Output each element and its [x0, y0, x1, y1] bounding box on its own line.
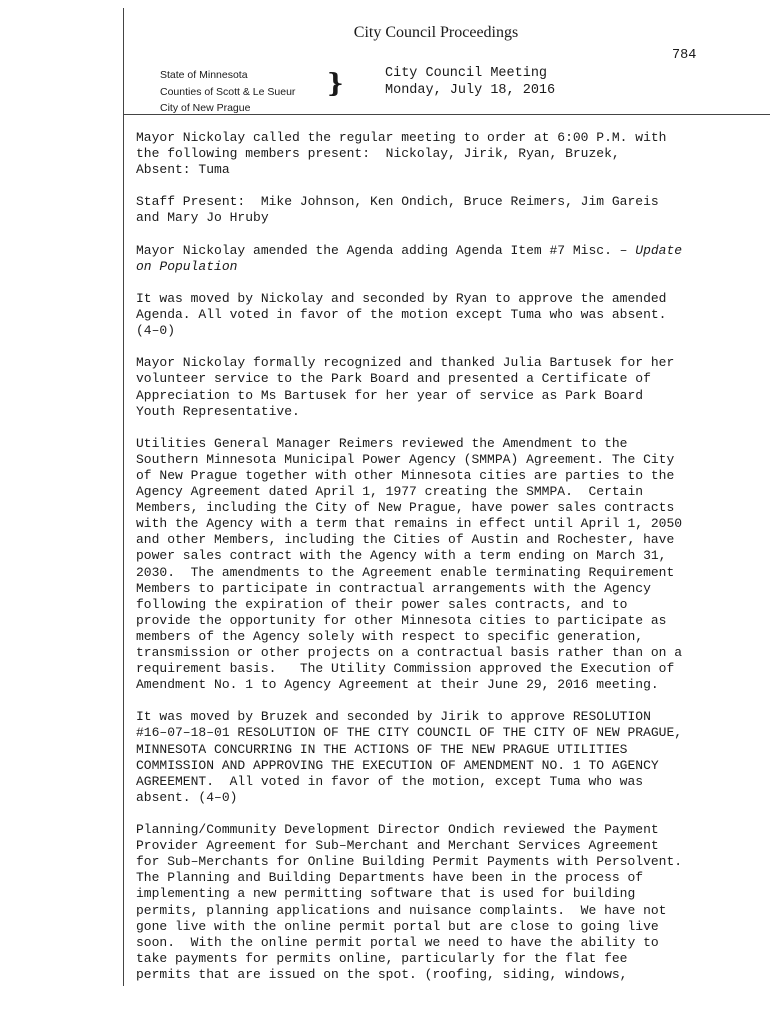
paragraph-agenda-approval: It was moved by Nickolay and seconded by Ryan to approve the amended Agenda. All voted in favor of the motion except Tuma who was absent. (4–0): [136, 290, 667, 339]
page-number: 784: [672, 48, 697, 63]
state-line: State of Minnesota: [160, 69, 248, 81]
agenda-item-title-part1: Update: [635, 242, 683, 258]
left-margin-rule: [123, 8, 124, 986]
curly-brace: }: [327, 69, 344, 99]
counties-line: Counties of Scott & Le Sueur: [160, 85, 296, 98]
meeting-type: City Council Meeting: [385, 66, 548, 81]
agenda-item-title-part2: on Population: [136, 258, 238, 274]
paragraph-permit-payments: Planning/Community Development Director Ondich reviewed the Payment Provider Agreement for Sub–Merchant and Merchant Services Agreement for Sub–Merchants for Online Building Permit Payments with Persolvent. The Planning and Building Departments have been in the process of implementing a new permitting software that is used for building permits, planning applications and nuisance complaints. We have not gone live with the online permit portal but are close to going live soon. With the online permit portal we need to have the ability to take payments for permits online, particularly for the flat fee permits that are issued on the spot. (roofing, siding, windows,: [136, 822, 683, 982]
meeting-info-block: [385, 65, 555, 99]
document-title: City Council Proceedings: [353, 24, 519, 41]
paragraph-call-to-order: Mayor Nickolay called the regular meeting to order at 6:00 P.M. with the following members present: Nickolay, Jirik, Ryan, Bruzek, Absent: Tuma: [136, 130, 667, 178]
paragraph-smmpa-review: Utilities General Manager Reimers reviewed the Amendment to the Southern Minnesota Municipal Power Agency (SMMPA) Agreement. The City of New Prague together with other Minnesota cities are parties to the Agency Agreement dated April 1, 1977 creating the SMMPA. Certain Members, including the City of New Prague, have power sales contracts with the Agency with a term that remains in effect until April 1, 2050 and other Members, including the Cities of Austin and Rochester, have power sales contract with the Agency with a term ending on March 31, 2030. The amendments to the Agreement enable terminating Requirement Members to participate in contractual arrangements with the Agency following the expiration of their power sales contracts, and to provide the opportunity for other Minnesota cities to participate as members of the Agency solely with respect to specific generation, transmission or other projects on a contractual basis rather than on a requirement basis. The Utility Commission approved the Execution of Amendment No. 1 to Agency Agreement at their June 29, 2016 meeting.: [136, 435, 683, 693]
paragraph-staff-present: Staff Present: Mike Johnson, Ken Ondich, Bruce Reimers, Jim Gareis and Mary Jo Hruby: [136, 194, 659, 226]
paragraph-recognition: Mayor Nickolay formally recognized and thanked Julia Bartusek for her volunteer service to the Park Board and presented a Certificate of Appreciation to Ms Bartusek for her year of service as Park Board Youth Representative.: [136, 355, 675, 419]
paragraph-agenda-amendment: [136, 243, 766, 275]
jurisdiction-block: [160, 67, 295, 117]
paragraph-resolution: It was moved by Bruzek and seconded by Jirik to approve RESOLUTION #16–07–18–01 RESOLUTION OF THE CITY COUNCIL OF THE CITY OF NEW PRAGUE, MINNESOTA CONCURRING IN THE ACTIONS OF THE NEW PRAGUE UTILITIES COMMISSION AND APPROVING THE EXECUTION OF AMENDMENT NO. 1 TO AGENCY AGREEMENT. All voted in favor of the motion, except Tuma who was absent. (4–0): [136, 709, 683, 805]
minutes-body: [136, 130, 766, 983]
agenda-amendment-text: Mayor Nickolay amended the Agenda adding Agenda Item #7 Misc. –: [136, 242, 636, 258]
header-divider: [123, 114, 770, 115]
meeting-date: Monday, July 18, 2016: [385, 83, 556, 98]
city-line: City of New Prague: [160, 102, 251, 114]
